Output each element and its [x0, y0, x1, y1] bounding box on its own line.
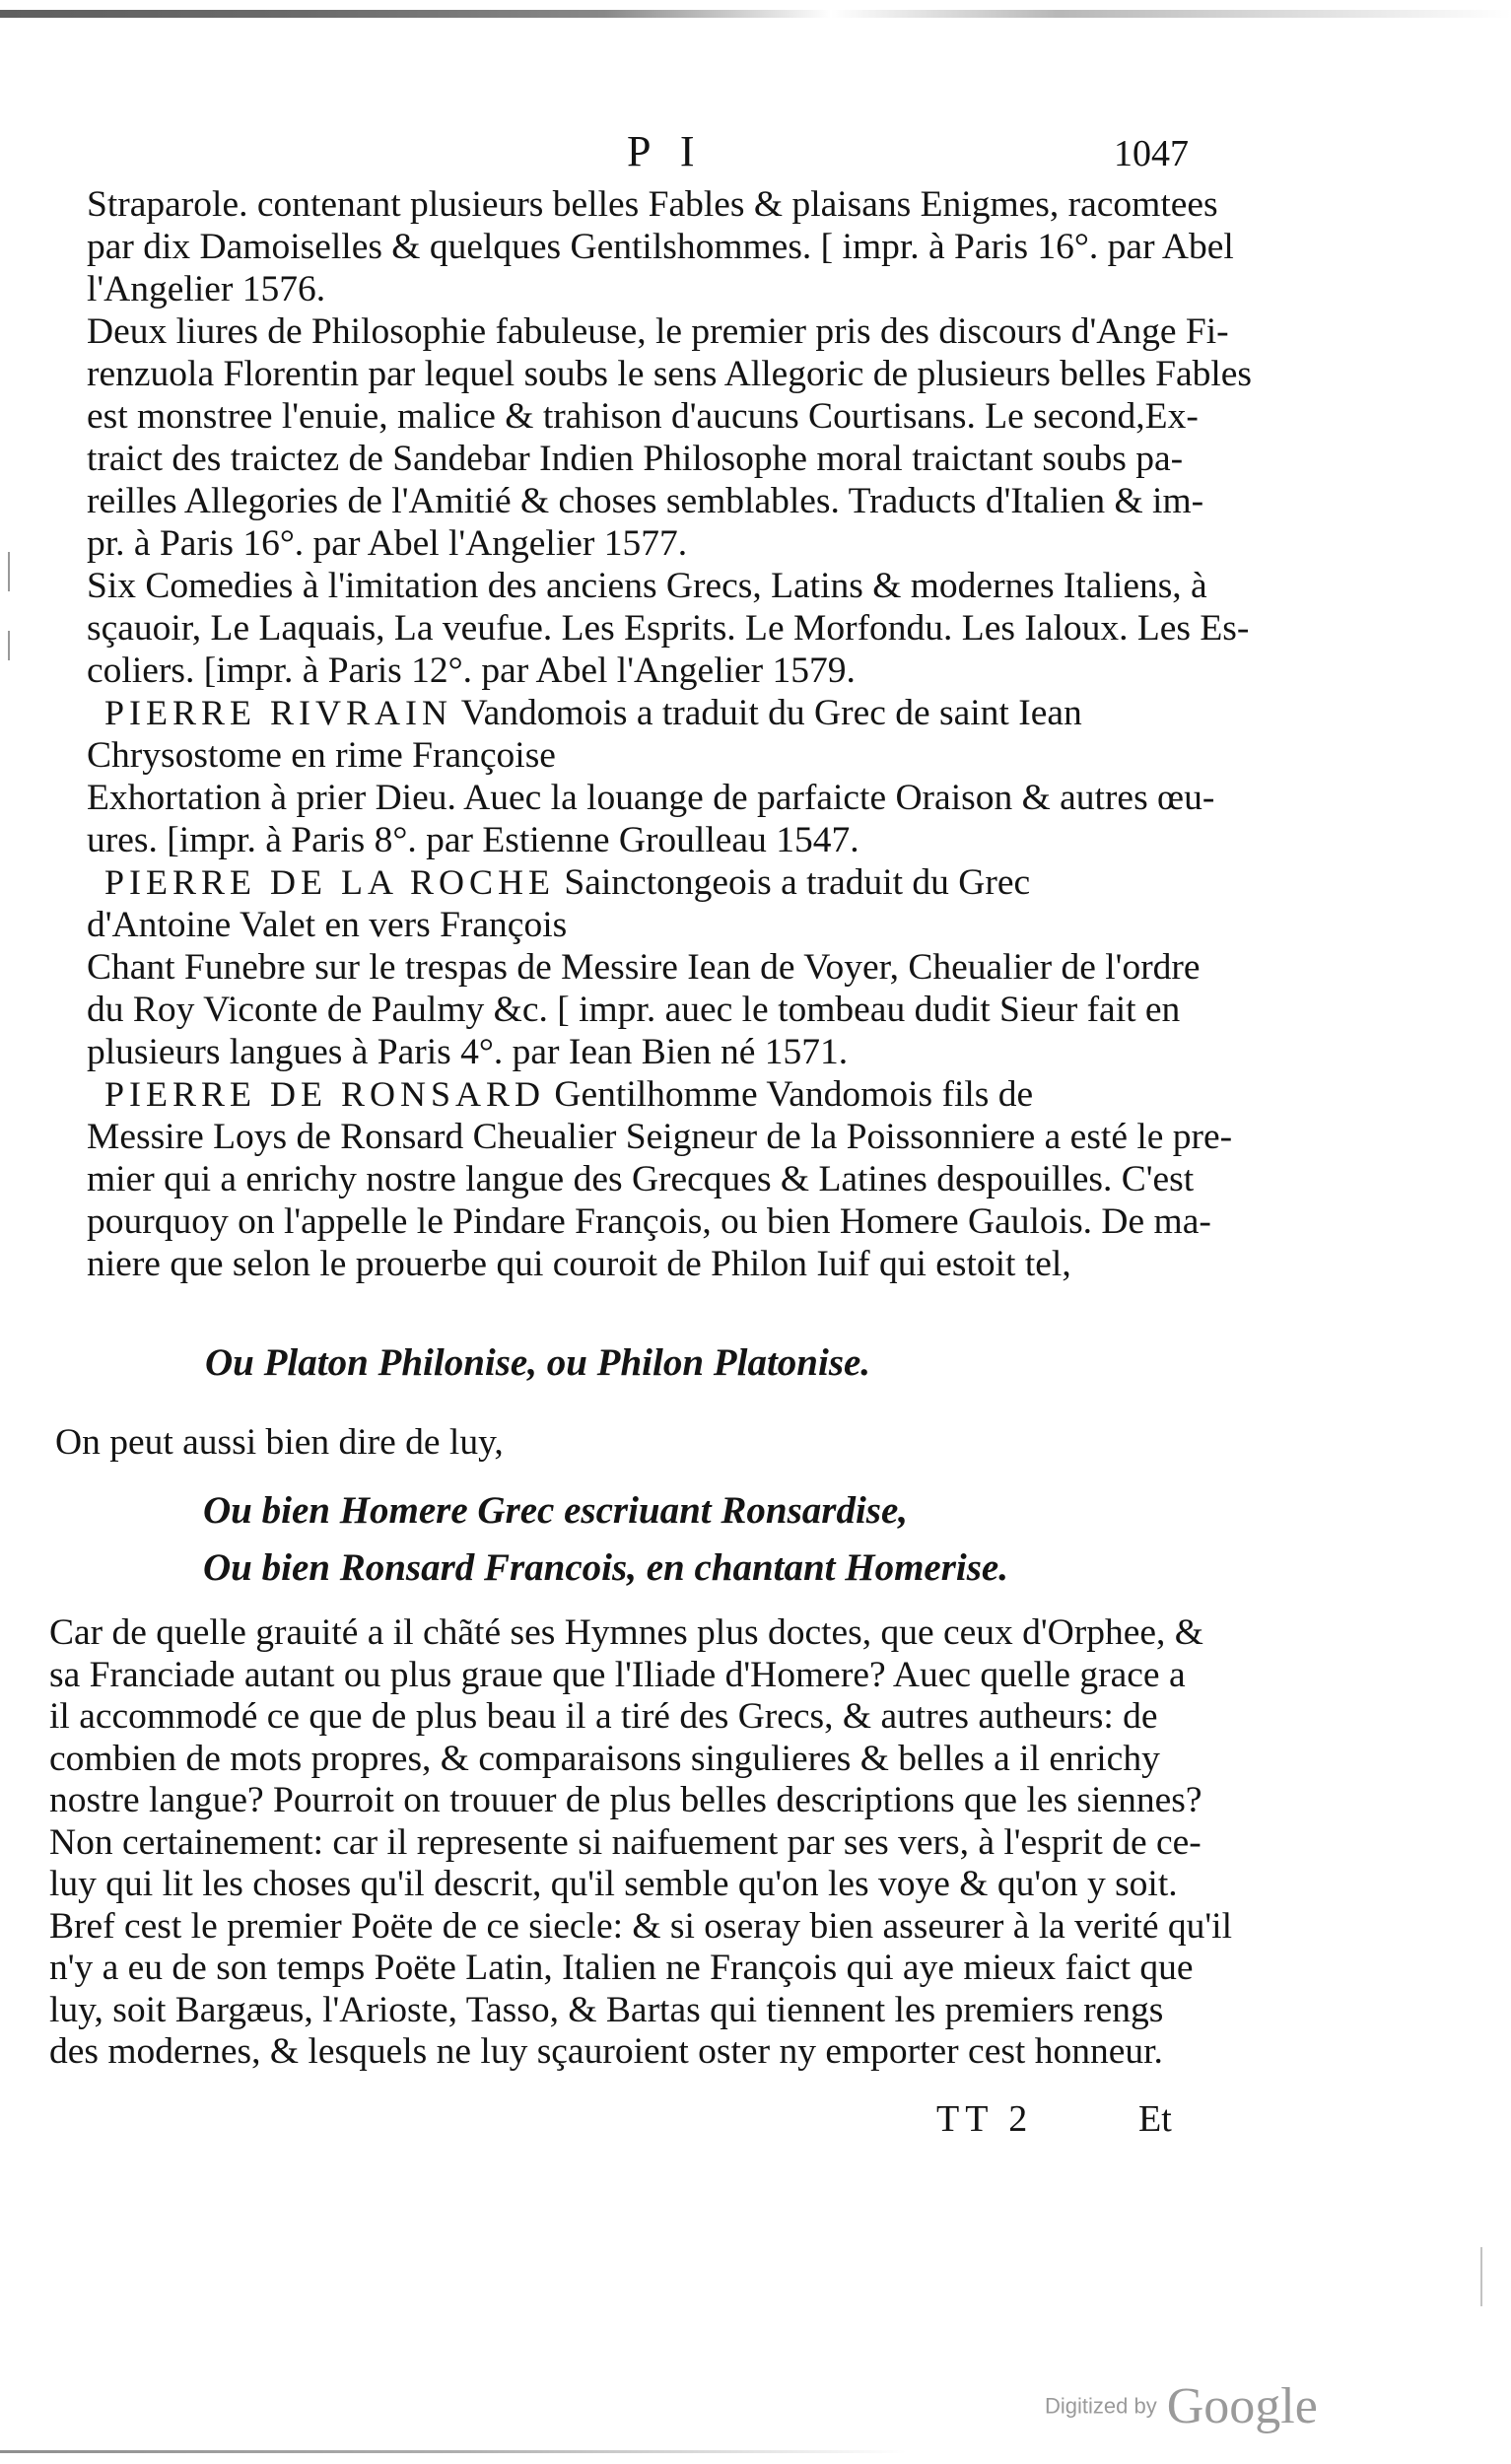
page-number: 1047: [1114, 133, 1189, 174]
quote-homere-line1: Ou bien Homere Grec escriuant Ronsardise,: [203, 1489, 909, 1532]
author-name: PIERRE DE RONSARD: [104, 1074, 546, 1114]
quote-platon: Ou Platon Philonise, ou Philon Platonise.: [205, 1341, 871, 1384]
text-line: On peut aussi bien dire de luy,: [55, 1422, 504, 1463]
text-line: Exhortation à prier Dieu. Auec la louange de parfaicte Oraison & autres œu-: [87, 778, 1215, 818]
author-name: PIERRE RIVRAIN: [104, 693, 453, 732]
text-line: sçauoir, Le Laquais, La veufue. Les Esprits. Le Morfondu. Les Ialoux. Les Es-: [87, 608, 1250, 649]
text-line: du Roy Viconte de Paulmy &c. [ impr. auec le tombeau dudit Sieur fait en: [87, 990, 1181, 1030]
text-line: n'y a eu de son temps Poëte Latin, Italien ne François qui aye mieux faict que: [49, 1948, 1194, 1988]
author-entry-roche: [87, 861, 1201, 904]
top-rule: [0, 10, 1511, 18]
page-header: [0, 126, 1511, 185]
margin-mark: [8, 631, 10, 660]
text-line: pourquoy on l'appelle le Pindare François, ou bien Homere Gaulois. De ma-: [87, 1201, 1211, 1242]
text-line: Six Comedies à l'imitation des anciens Grecs, Latins & modernes Italiens, à: [87, 566, 1207, 606]
text-line: reilles Allegories de l'Amitié & choses semblables. Traducts d'Italien & im-: [87, 481, 1204, 521]
text-line: pr. à Paris 16°. par Abel l'Angelier 1577.: [87, 523, 688, 564]
text-line: l'Angelier 1576.: [87, 269, 326, 309]
catchword: Et: [1138, 2098, 1172, 2140]
text-line: Vandomois a traduit du Grec de saint Iean: [460, 693, 1082, 733]
quote-homere-line2: Ou bien Ronsard Francois, en chantant Homerise.: [203, 1546, 1008, 1589]
google-logo: Google: [1166, 2378, 1318, 2434]
text-line: combien de mots propres, & comparaisons singulieres & belles a il enrichy: [49, 1738, 1160, 1779]
author-entry-rivrain: [87, 692, 1201, 734]
text-line: Chrysostome en rime Françoise: [87, 735, 556, 776]
author-name: PIERRE DE LA ROCHE: [104, 862, 556, 902]
margin-mark: [8, 552, 10, 591]
watermark-prefix: Digitized by: [1045, 2393, 1157, 2419]
text-line: est monstree l'enuie, malice & trahison d'aucuns Courtisans. Le second,Ex-: [87, 396, 1199, 437]
signature-mark: TT 2: [936, 2098, 1034, 2140]
text-line: Chant Funebre sur le trespas de Messire Iean de Voyer, Cheualier de l'ordre: [87, 947, 1201, 988]
text-line: des modernes, & lesquels ne luy sçauroient oster ny emporter cest honneur.: [49, 2031, 1163, 2072]
margin-mark: [1480, 2247, 1482, 2306]
text-line: Straparole. contenant plusieurs belles Fables & plaisans Enigmes, racomtees: [87, 184, 1218, 225]
text-line: par dix Damoiselles & quelques Gentilshommes. [ impr. à Paris 16°. par Abel: [87, 227, 1234, 267]
signature-line: [0, 2097, 1511, 2147]
bottom-rule: [0, 2450, 1511, 2453]
text-line: Bref cest le premier Poëte de ce siecle: & si oseray bien asseurer à la verité qu'il: [49, 1905, 1232, 1947]
closing-paragraph: [49, 1612, 1232, 2074]
text-line: Sainctongeois a traduit du Grec: [564, 862, 1031, 903]
text-line: luy qui lit les choses qu'il descrit, qu'il semble qu'on les voye & qu'on y soit.: [49, 1864, 1178, 1904]
text-line: il accommodé ce que de plus beau il a tiré des Grecs, & autres autheurs: de: [49, 1696, 1158, 1737]
text-line: nostre langue? Pourroit on trouuer de plus belles descriptions que les siennes?: [49, 1780, 1202, 1820]
text-line: traict des traictez de Sandebar Indien Philosophe moral traictant soubs pa-: [87, 439, 1184, 479]
text-line: Non certainement: car il represente si naifuement par ses vers, à l'esprit de ce-: [49, 1821, 1202, 1863]
text-line: niere que selon le prouerbe qui couroit de Philon Iuif qui estoit tel,: [87, 1244, 1071, 1284]
text-line: d'Antoine Valet en vers François: [87, 905, 568, 945]
text-line: Gentilhomme Vandomois fils de: [554, 1074, 1034, 1115]
author-entry-ronsard: [87, 1073, 1201, 1116]
text-line: Deux liures de Philosophie fabuleuse, le premier pris des discours d'Ange Fi-: [87, 311, 1229, 352]
text-line: Car de quelle grauité a il chãté ses Hymnes plus doctes, que ceux d'Orphee, &: [49, 1612, 1203, 1653]
text-line: plusieurs langues à Paris 4°. par Iean Bien né 1571.: [87, 1032, 849, 1072]
text-line: renzuola Florentin par lequel soubs le sens Allegoric de plusieurs belles Fables: [87, 354, 1253, 394]
text-line: coliers. [impr. à Paris 12°. par Abel l'Angelier 1579.: [87, 650, 856, 691]
running-title: P I: [627, 127, 705, 175]
digitization-watermark: [1045, 2377, 1318, 2435]
text-line: mier qui a enrichy nostre langue des Grecques & Latines despouilles. C'est: [87, 1159, 1195, 1199]
text-line: sa Franciade autant ou plus graue que l'Iliade d'Homere? Auec quelle grace a: [49, 1654, 1186, 1695]
text-line: Messire Loys de Ronsard Cheualier Seigneur de la Poissonniere a esté le pre-: [87, 1117, 1233, 1157]
text-line: luy, soit Bargæus, l'Arioste, Tasso, & Bartas qui tiennent les premiers rengs: [49, 1989, 1164, 2030]
main-text: [87, 183, 1253, 1285]
text-line: ures. [impr. à Paris 8°. par Estienne Groulleau 1547.: [87, 820, 859, 860]
